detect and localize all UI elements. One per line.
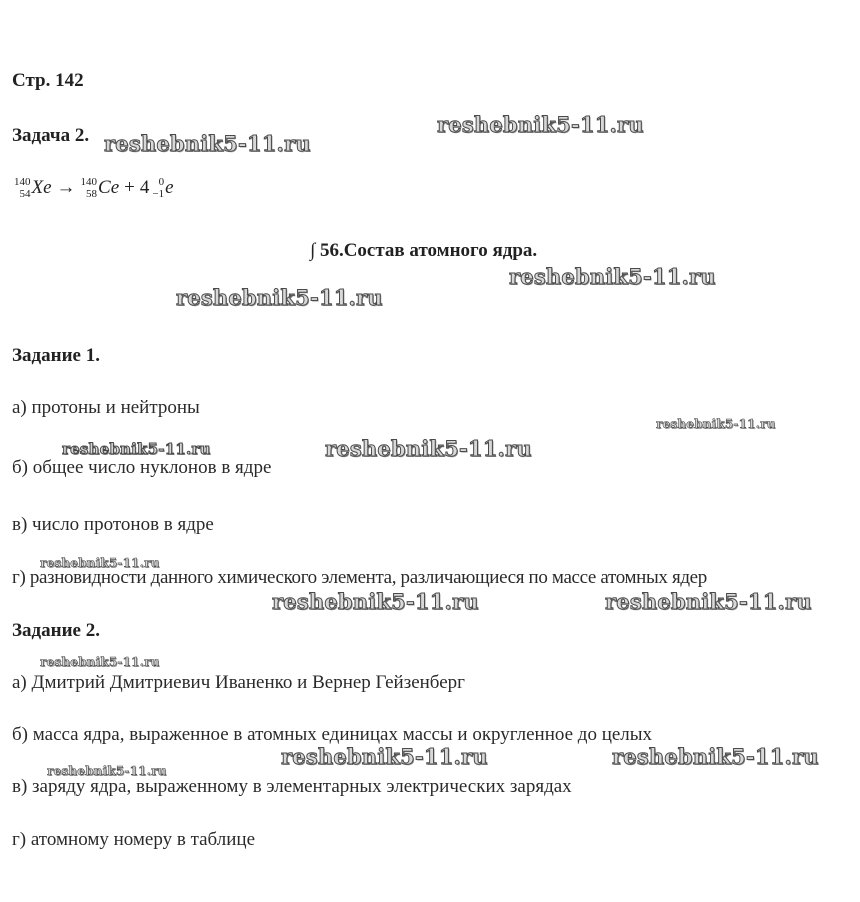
watermark: reshebnik5-11.ru xyxy=(437,112,644,137)
exercise-2-answer-c: в) заряду ядра, выраженному в элементарных электрических зарядах xyxy=(12,776,572,797)
page-label: Стр. 142 xyxy=(12,70,84,91)
nuclear-equation xyxy=(14,176,174,200)
reaction-arrow: → xyxy=(56,177,76,198)
exercise-1-heading: Задание 1. xyxy=(12,345,100,366)
exercise-2-answer-b: б) масса ядра, выраженное в атомных единицах массы и округленное до целых xyxy=(12,724,653,745)
reactant-symbol: Xe xyxy=(31,177,52,198)
electron-mass-number: 0 xyxy=(158,176,165,188)
exercise-2-answer-a: а) Дмитрий Дмитриевич Иваненко и Вернер Гейзенберг xyxy=(12,672,465,693)
product-symbol: Ce xyxy=(98,177,120,198)
plus-sign: + xyxy=(124,177,135,198)
exercise-2-heading: Задание 2. xyxy=(12,620,100,641)
watermark: reshebnik5-11.ru xyxy=(325,436,532,461)
reactant-xenon xyxy=(14,176,52,200)
reactant-charge-number: 54 xyxy=(19,188,31,200)
watermark: reshebnik5-11.ru xyxy=(656,417,776,431)
electron-coefficient: 4 xyxy=(139,177,150,198)
watermark: reshebnik5-11.ru xyxy=(40,556,160,570)
watermark: reshebnik5-11.ru xyxy=(509,264,716,289)
watermark: reshebnik5-11.ru xyxy=(40,655,160,669)
exercise-1-answer-b: б) общее число нуклонов в ядре xyxy=(12,457,272,478)
reactant-mass-number: 140 xyxy=(14,176,31,188)
product-mass-number: 140 xyxy=(80,176,98,188)
watermark: reshebnik5-11.ru xyxy=(281,744,488,769)
task-2-heading: Задача 2. xyxy=(12,125,90,146)
electron-particle xyxy=(152,176,173,200)
watermark: reshebnik5-11.ru xyxy=(176,285,383,310)
exercise-1-answer-d: г) разновидности данного химического элемента, различающиеся по массе атомных ядер xyxy=(12,567,707,588)
watermark: reshebnik5-11.ru xyxy=(612,744,819,769)
exercise-2-answer-d: г) атомному номеру в таблице xyxy=(12,829,256,850)
product-cerium xyxy=(81,176,120,200)
exercise-1-answer-c: в) число протонов в ядре xyxy=(12,514,214,535)
exercise-1-answer-a: а) протоны и нейтроны xyxy=(12,397,200,418)
electron-charge-number: −1 xyxy=(152,188,165,200)
section-title: ∫ 56.Состав атомного ядра. xyxy=(310,240,538,261)
watermark: reshebnik5-11.ru xyxy=(47,764,167,778)
watermark: reshebnik5-11.ru xyxy=(104,131,311,156)
watermark: reshebnik5-11.ru xyxy=(605,589,812,614)
watermark: reshebnik5-11.ru xyxy=(272,589,479,614)
electron-symbol: e xyxy=(165,177,174,198)
watermark: reshebnik5-11.ru xyxy=(62,440,211,458)
product-charge-number: 58 xyxy=(86,188,98,200)
